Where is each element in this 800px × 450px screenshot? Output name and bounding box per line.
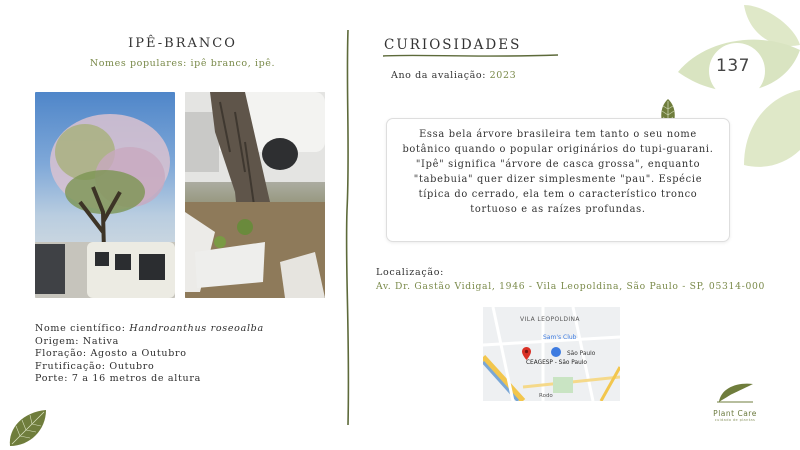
evaluation-year [391, 70, 516, 81]
location-label: Localização: [376, 267, 445, 278]
curiosities-card [386, 118, 730, 242]
map-city-label: São Paulo [567, 351, 596, 357]
map-neighborhood-label: VILA LEOPOLDINA [520, 316, 580, 323]
species-facts [35, 323, 264, 386]
corner-leaf-icon [8, 408, 48, 448]
year-value: 2023 [489, 70, 517, 81]
page-number: 137 [716, 56, 750, 76]
popular-names: Nomes populares: ipê branco, ipê. [89, 58, 276, 69]
scientific-value: Handroanthus roseoalba [129, 323, 264, 334]
fruiting-row: Frutificação: Outubro [35, 360, 155, 372]
logo-tagline: cuidado de plantas [714, 418, 756, 422]
vertical-divider [343, 30, 353, 425]
scientific-name-row [35, 323, 264, 336]
species-title: IPÊ-BRANCO [128, 36, 237, 51]
size-row: Porte: 7 a 16 metros de altura [35, 373, 201, 385]
flowering-row: Floração: Agosto a Outubro [35, 348, 187, 360]
location-address: Av. Dr. Gastão Vidigal, 1946 - Vila Leopoldina, São Paulo - SP, 05314-000 [376, 281, 766, 292]
tree-photo-canopy [35, 92, 175, 298]
map-store-label: Sam's Club [543, 334, 577, 341]
title-underline [383, 53, 558, 59]
year-label: Ano da avaliação: [391, 70, 490, 81]
plant-care-logo [704, 380, 766, 430]
map-pin-icon[interactable] [522, 347, 531, 360]
curiosities-text: Essa bela árvore brasileira tem tanto o seu nome botânico quando o popular originários do tupi-guarani. "Ipê" significa "árvore de casca grossa", enquanto "tabebuia" quer dizer simplesmente "pau". Espécie típica do cerrado, ela tem o característico tronco tortuoso e as raízes profundas. [402, 129, 714, 215]
map-road-label: Rodo [539, 393, 553, 399]
logo-brand: Plant Care [713, 409, 757, 418]
tree-photo-trunk [185, 92, 325, 298]
plant-care-logo-mark [715, 380, 755, 404]
map-pin-label: CEAGESP - São Paulo [526, 360, 587, 366]
origin-row: Origem: Nativa [35, 335, 119, 347]
curiosities-title: CURIOSIDADES [384, 37, 522, 53]
location-map[interactable] [483, 307, 620, 401]
scientific-label: Nome científico: [35, 323, 130, 334]
